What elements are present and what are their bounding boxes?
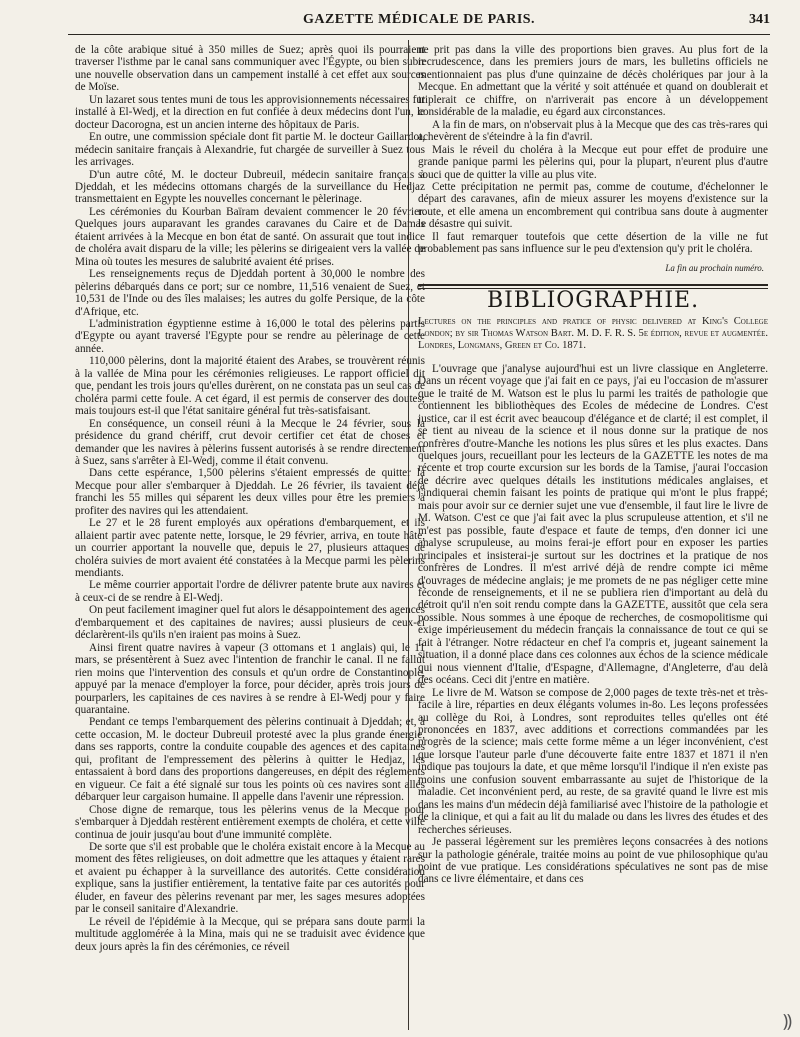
reference-text: Lectures on the principles and pratice of physic delivered at King's College London; by sir Thomas Watson Bart. M. D. F. R. S. 5e édition, revue et augmentée. Londres, Longmans, Green et Co. 1871. xyxy=(418,315,768,352)
paragraph: A la fin de mars, on n'observait plus à la Mecque que des cas très-rares qui achevèrent de s'éteindre à la fin d'avril. xyxy=(418,118,768,144)
paragraph: En outre, une commission spéciale dont fit partie M. le docteur Gaillardot, médecin sanitaire français à Alexandrie, fut chargée de surveiller à Suez tous les arrivages. xyxy=(75,131,425,169)
page-corner-mark: ⸩ xyxy=(782,1011,792,1031)
left-column xyxy=(75,44,425,1029)
paragraph: L'ouvrage que j'analyse aujourd'hui est un livre classique en Angleterre. Dans un récent voyage que j'ai fait en ce pays, j'ai eu l'occasion de m'assurer que le traité de M. Watson est le plus lu parmi les traités de pathologie que contiennent les bibliothèques des Ecoles de médecine de Londres. C'est justice, car il est écrit avec beaucoup d'élégance et de clarté; il est complet, il se tient au niveau de la science et il nous donne sur la pratique de nos confrères d'outre-Manche les notions les plus sûres et les plus exactes. Dans quelques jours, recueillant pour les lecteurs de la GAZETTE les notes de ma récente et trop courte excursion sur les bords de la Tamise, j'aurai l'occasion de décrire avec quelques détails les institutions médicales anglaises, et j'indiquerai chemin faisant les points de pratique qui m'ont le plus frappé; mais pour avoir sur ce dernier sujet une vue d'ensemble, il faut lire le livre de M. Watson. C'est ce que j'ai fait avec la plus scrupuleuse attention, et s'il ne m'est pas possible, faute d'espace et faute de temps, d'en donner ici une analyse scrupuleuse, au moins ferai-je effort pour en exposer les parties principales et insisterai-je surtout sur les doctrines et la pratique de nos confrères de Londres. Il m'est arrivé déjà de rendre compte ici même d'ouvrages de médecine anglais; je me promets de ne pas négliger cette mine féconde de renseignements, et il ne se publiera rien d'important au delà du détroit qu'il n'en soit rendu compte dans la GAZETTE, aussitôt que cela sera possible. Nous sommes à une époque de recherches, de cosmopolitisme qui exige impérieusement du médecin français la connaissance de tout ce qui se fait à l'étranger. Notre rédacteur en chef l'a compris et, jugeant sainement la situation, il a donné place dans ces colonnes aux échos de la science médicale qui nous viennent d'Italie, d'Espagne, d'Allemagne, d'Angleterre, d'au delà des océans. Ceci dit j'entre en matière. xyxy=(418,362,768,687)
paragraph: D'un autre côté, M. le docteur Dubreuil, médecin sanitaire français à Djeddah, et les médecins ottomans chargés de la surveillance du Hedjaz transmettaient en Egypte les nouvelles concernant le pèlerinage. xyxy=(75,168,425,206)
paragraph: 110,000 pèlerins, dont la majorité étaient des Arabes, se trouvèrent réunis à la vallée de Mina pour les cérémonies religieuses. Le rapport officiel dit que, pendant les trois jours qu'elles durèrent, on ne constata pas un seul cas de choléra parmi cette foule. A cet égard, il est permis de conserver des doutes; mais toujours est-il que l'état sanitaire général fut très-satisfaisant. xyxy=(75,355,425,418)
header-rule xyxy=(68,34,770,35)
paragraph: Ainsi firent quatre navires à vapeur (3 ottomans et 1 anglais) qui, le 11 mars, se présentèrent à Suez avec l'intention de franchir le canal. Il ne fallut rien moins que l'intervention des consuls et qu'un ordre de Constantinople, appuyé par la menace d'employer la force, pour décider, après trois jours de pourparlers, les capitaines de ces navires à se rendre à El-Wedj pour y faire quarantaine. xyxy=(75,641,425,717)
column-divider xyxy=(408,40,409,1030)
paragraph: On peut facilement imaginer quel fut alors le désappointement des agences d'embarquement et des capitaines de navires; aussi plusieurs de ceux-ci déclarèrent-ils qu'ils n'en iraient pas moins à Suez. xyxy=(75,604,425,642)
paragraph: Il faut remarquer toutefois que cette désertion de la ville ne fut probablement pas sans influence sur le peu d'extension qu'y prit le choléra. xyxy=(418,230,768,256)
bibliographic-reference xyxy=(418,316,768,353)
journal-title: GAZETTE MÉDICALE DE PARIS. xyxy=(302,12,536,27)
paragraph: En conséquence, un conseil réuni à la Mecque le 24 février, sous la présidence du grand chériff, crut devoir certifier cet état de choses et demander que les navires à pèlerins fussent autorisés à se rendre directement à Suez, sans s'arrêter à El-Wedj, comme il était convenu. xyxy=(75,417,425,467)
page-header xyxy=(68,12,770,34)
continued-note: La fin au prochain numéro. xyxy=(665,262,764,273)
paragraph: Un lazaret sous tentes muni de tous les approvisionnements nécessaires fut installé à El-Wedj, et la direction en fut confiée à deux médecins dont l'un, le docteur Dacorogna, est un ancien interne des hôpitaux de Paris. xyxy=(75,93,425,131)
paragraph: de la côte arabique situé à 350 milles de Suez; après quoi ils pourraient traverser l'isthme par le canal sans communiquer avec l'Égypte, ou bien subir une nouvelle observation dans un campement installé à cet effet aux sources de Moïse. xyxy=(75,44,425,94)
paragraph: Dans cette espérance, 1,500 pèlerins s'étaient empressés de quitter la Mecque pour aller s'embarquer à Djeddah. Le 26 février, ils tavaient déjà franchi les 55 milles qui séparent les deux villes pour être les premiers à profiter des navires qui les attendaient. xyxy=(75,467,425,517)
paragraph: Pendant ce temps l'embarquement des pèlerins continuait à Djeddah; et, à cette occasion, M. le docteur Dubreuil protesté avec la plus grande énergie, dans ses rapports, contre la conduite coupable des agences et des capitaines qui, profitant de l'empressement des pèlerins à quitter le Hedjaz, les entassaient à bord dans des proportions dangereuses, en dépit des réglements en vigueur. Ce fait a été signalé sur tous les points où ces navires sont allés débarquer leur cargaison humaine. Il appelle dans l'avenir une répression. xyxy=(75,716,425,804)
paragraph: Je passerai légèrement sur les premières leçons consacrées à des notions sur la pathologie générale, traitée moins au point de vue philosophique qu'au point de vue pratique. Les considérations spéculatives ne sont pas de mise dans ce livre élémentaire, et dans ces xyxy=(418,836,768,886)
paragraph: Le livre de M. Watson se compose de 2,000 pages de texte très-net et très-facile à lire, réparties en deux élégants volumes in-8o. Les leçons professées au collège du Roi, à Londres, sont reproduites telles qu'elles ont été prononcées en 1837, avec additions et corrections commandées par les progrès de la science; mais cette forme même a un léger inconvénient, c'est que lorsque l'auteur parle d'une découverte faite entre 1837 et 1871 il n'en indique pas toujours la date, et que même lorsqu'il l'indique il n'en existe pas moins une confusion souvent embarrassante au sujet de l'historique de la maladie. Cet inconvénient perd, au reste, de sa gravité quand le livre est mis dans les mains d'un médecin déjà familiarisé avec l'histoire de la pathologie et de la clinique, et qui a fait au lit du malade ou dans les livres des études et des recherches sérieuses. xyxy=(418,686,768,836)
paragraph: L'administration égyptienne estime à 16,000 le total des pèlerins partis d'Egypte ou ayant traversé l'Egypte pour se rendre au pèlerinage de cette année. xyxy=(75,317,425,355)
paragraph: Le même courrier apportait l'ordre de délivrer patente brute aux navires et à ceux-ci de se rendre à El-Wedj. xyxy=(75,579,425,604)
paragraph: Le 27 et le 28 furent employés aux opérations d'embarquement, et ils allaient partir avec patente nette, lorsque, le 29 février, arriva, en toute hâte, un courrier apportant la nouvelle que, depuis le 27, plusieurs attaques de choléra suivies de mort avaient été constatées à la Mecque parmi les pèlerins mendiants. xyxy=(75,517,425,580)
paragraph: De sorte que s'il est probable que le choléra existait encore à la Mecque au moment des fêtes religieuses, on doit admettre que les attaques y étaient rares et avaient pu échapper à la surveillance des autorités. Cette considération explique, sans la justifier entièrement, la tentative faite par ces autorités pour éluder, en faveur des pèlerins revenant par mer, les sages mesures adoptées par le conseil sanitaire d'Alexandrie. xyxy=(75,841,425,916)
paragraph: Le réveil de l'épidémie à la Mecque, qui se prépara sans doute parmi la multitude agglomérée à la Mina, mais qui ne se traduisit avec évidence que deux jours après la fin des cérémonies, ce réveil xyxy=(75,915,425,953)
paragraph: Chose digne de remarque, tous les pèlerins venus de la Mecque pour s'embarquer à Djeddah restèrent entièrement exempts de choléra, et cette ville continua de jouir jusqu'au bout d'une immunité complète. xyxy=(75,803,425,841)
paragraph: ne prit pas dans la ville des proportions bien graves. Au plus fort de la recrudescence, dans les premiers jours de mars, les bulletins officiels ne mentionnaient pas plus d'une quinzaine de décès cholériques par jour à la Mecque. En admettant que la vérité y soit atténuée et quand on doublerait et triplerait ce chiffre, on n'arriverait pas encore à un développement considérable de la maladie, eu égard aux circonstances. xyxy=(418,44,768,119)
page-number: 341 xyxy=(749,12,770,27)
right-column xyxy=(418,44,768,1029)
paragraph: Les renseignements reçus de Djeddah portent à 30,000 le nombre des pèlerins débarqués dans ce port; sur ce nombre, 11,516 venaient de Suez, et 10,531 de l'Inde ou des îles malaises; les autres du golfe Persique, de la côte d'Afrique, etc. xyxy=(75,268,425,318)
section-title: BIBLIOGRAPHIE. xyxy=(486,288,700,314)
section-rule xyxy=(418,284,768,286)
paragraph: Les cérémonies du Kourban Baïram devaient commencer le 20 février. Quelques jours auparavant les grandes caravanes du Caire et de Damas étaient arrivées à la Mecque en bon état de santé. On assurait que tout indice de choléra avait disparu de la ville; les pèlerins se dirigeaient vers la vallée de Mina où toutes les mesures de salubrité avaient été prises. xyxy=(75,205,425,268)
paragraph: Mais le réveil du choléra à la Mecque eut pour effet de produire une grande panique parmi les pèlerins qui, pour la plupart, n'eurent plus d'autre souci que de quitter la ville au plus vite. xyxy=(418,143,768,181)
paragraph: Cette précipitation ne permit pas, comme de coutume, d'échelonner le départ des caravanes, afin de mieux assurer les moyens d'existence sur la route, et elle amena un encombrement qui contribua sans doute à augmenter le désastre qui suivit. xyxy=(418,180,768,231)
